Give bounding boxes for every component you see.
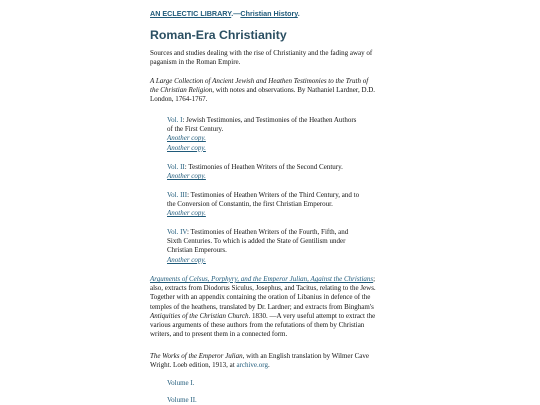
volume-line — [167, 163, 391, 172]
arguments-line: Together with an appendix containing the oration of Libanius in defence of the — [150, 293, 371, 302]
bingham-title: Antiquities of the Christian Church — [150, 311, 249, 320]
intro-paragraph — [150, 49, 390, 67]
volume-entry — [167, 228, 391, 265]
volume-line: Christian Emperours. — [167, 246, 227, 255]
volume-line — [167, 191, 391, 200]
arguments-entry — [150, 275, 394, 339]
lardner-notes: , with notes and observations. By Nathaniel Lardner, D.D. — [212, 86, 376, 95]
volume-entry — [167, 191, 391, 219]
another-copy-link[interactable]: Another copy. — [167, 134, 206, 143]
another-copy-link[interactable]: Another copy. — [167, 143, 206, 152]
lardner-imprint: London, 1764-1767. — [150, 95, 208, 104]
lardner-title-end: the Christian Religion — [150, 86, 213, 95]
vol-4-desc: : Testimonies of Heathen Writers of the Fourth, Fifth, and — [186, 228, 349, 236]
vol-2-desc: : Testimonies of Heathen Writers of the Second Century. — [184, 163, 343, 171]
julian-period: . — [268, 361, 270, 370]
vol-3-link[interactable]: Vol. III — [167, 191, 188, 199]
arguments-line: writers, and to present them in a connected form. — [150, 330, 288, 339]
breadcrumb — [150, 9, 300, 18]
vol-1-desc: : Jewish Testimonies, and Testimonies of the Heathen Authors — [182, 116, 357, 124]
volume-line: Sixth Centuries. To which is added the State of Gentilism under — [167, 237, 346, 246]
lardner-title-line: A Large Collection of Ancient Jewish and Heathen Testimonies to the Truth of — [150, 77, 369, 85]
arguments-link[interactable]: Arguments of Celsus, Porphyry, and the Emperor Julian, Against the Christians — [150, 275, 374, 283]
volume-line — [167, 228, 391, 237]
breadcrumb-end: . — [297, 9, 300, 18]
arguments-semicolon: ; — [373, 275, 376, 283]
intro-line: Sources and studies dealing with the rise of Christianity and the fading away of — [150, 49, 373, 57]
another-copy-link[interactable]: Another copy. — [167, 255, 206, 264]
volume-line — [167, 116, 391, 125]
breadcrumb-separator: .— — [231, 9, 241, 18]
breadcrumb-section-link[interactable]: Christian History — [240, 9, 298, 18]
arguments-line: also, extracts from Diodorus Siculus, Josephus, and Tacitus, relating to the Jews. — [150, 284, 376, 293]
vol-1-link[interactable]: Vol. I — [167, 116, 183, 124]
julian-title: The Works of the Emperor Julian — [150, 352, 243, 360]
julian-entry — [150, 352, 390, 370]
lardner-line — [150, 86, 390, 95]
breadcrumb-home-link[interactable]: AN ECLECTIC LIBRARY — [150, 9, 232, 18]
page-title: Roman-Era Christianity — [150, 28, 287, 42]
volume-entry — [167, 163, 391, 181]
julian-translation: , with an English translation by Wilmer Cave — [242, 352, 369, 360]
intro-line: paganism in the Roman Empire. — [150, 58, 241, 67]
julian-line — [150, 352, 390, 361]
another-copy-link[interactable]: Another copy. — [167, 172, 206, 181]
arguments-line: various arguments of these authors from the refutations of them by Christian — [150, 321, 365, 330]
julian-volumes — [167, 379, 391, 405]
vol-2-link[interactable]: Vol. II — [167, 163, 185, 171]
vol-3-desc: : Testimonies of Heathen Writers of the Third Century, and to — [187, 191, 360, 199]
arguments-note: . 1830. —A very useful attempt to extract the — [248, 311, 376, 320]
volume-entry — [167, 116, 391, 153]
another-copy-link[interactable]: Another copy. — [167, 209, 206, 218]
arguments-line: temples of the heathens, translated by Dr. Lardner; and extracts from Bingham's — [150, 302, 374, 311]
vol-4-link[interactable]: Vol. IV — [167, 228, 187, 236]
volume-line: the Conversion of Constantin, the first Christian Emperour. — [167, 200, 333, 209]
julian-edition: Wright. Loeb edition, 1913, at — [150, 361, 237, 370]
arguments-line — [150, 275, 394, 284]
arguments-line — [150, 312, 394, 321]
archive-org-link[interactable]: archive.org — [236, 361, 268, 370]
julian-line — [150, 361, 390, 370]
lardner-entry — [150, 77, 390, 105]
julian-volume-2-link[interactable]: Volume II. — [167, 396, 197, 405]
volume-line: of the First Century. — [167, 125, 224, 134]
julian-volume-1-link[interactable]: Volume I. — [167, 379, 195, 387]
